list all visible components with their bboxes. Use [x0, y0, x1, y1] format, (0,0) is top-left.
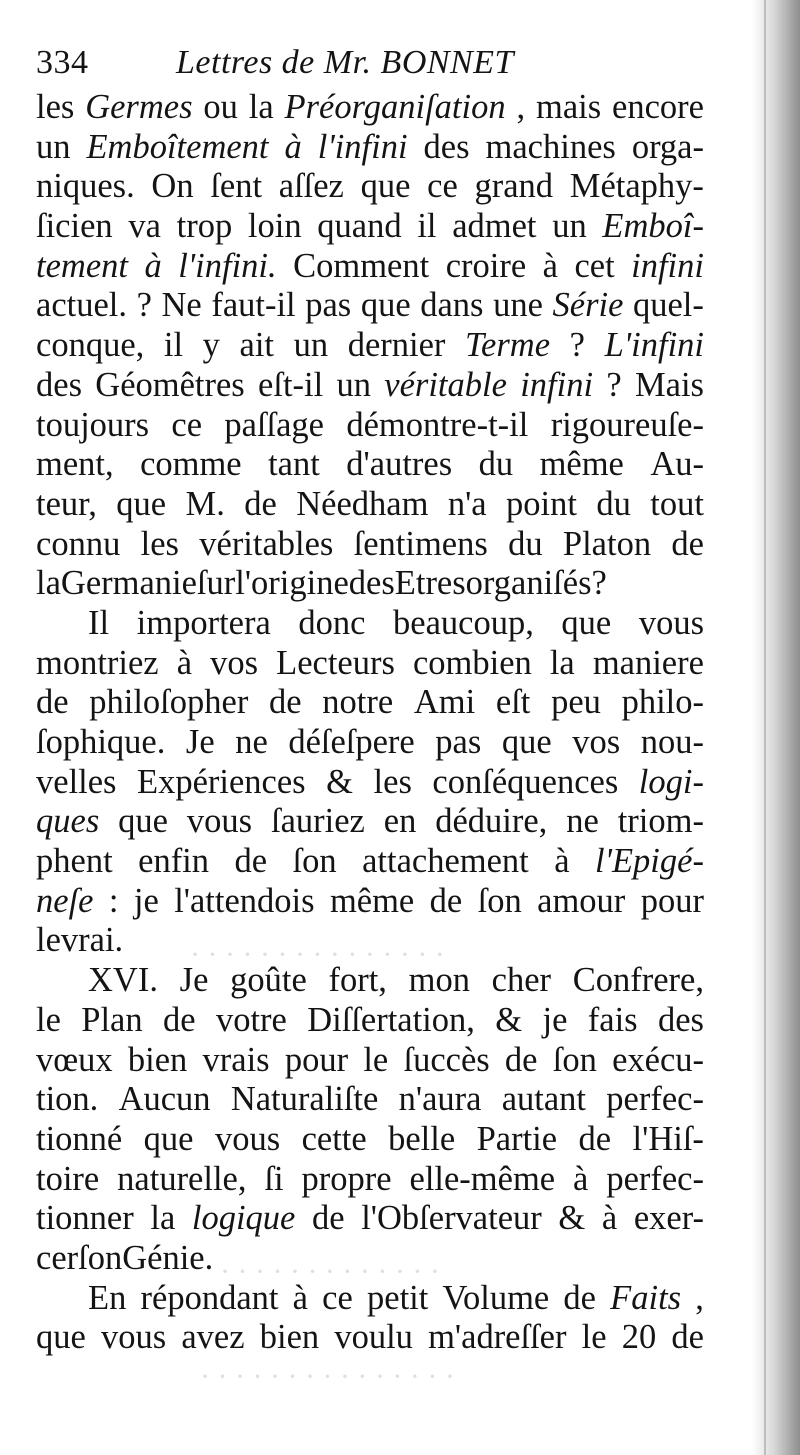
word: logique — [191, 1199, 296, 1238]
text-line — [36, 1318, 704, 1358]
word: M. — [185, 484, 225, 523]
word: ait — [239, 326, 274, 365]
word: Expériences — [137, 762, 306, 801]
text-line — [36, 763, 704, 803]
word: cer — [36, 1238, 79, 1277]
word: à — [601, 1199, 618, 1238]
word: ſauriez — [270, 802, 365, 841]
page-text-block — [36, 44, 704, 1358]
word: à — [573, 1159, 589, 1198]
word: exer- — [633, 1199, 704, 1238]
word: peu — [551, 683, 601, 722]
word: le — [36, 921, 61, 960]
word: Génie. — [122, 1238, 214, 1277]
text-line — [36, 921, 704, 961]
word: que — [116, 484, 167, 523]
word: cher — [491, 961, 552, 1000]
running-title: Lettres de Mr. BONNET — [176, 44, 514, 81]
text-line — [36, 1120, 704, 1160]
word: ſi — [264, 1159, 284, 1198]
word: goûte — [230, 961, 307, 1000]
word: vous — [186, 802, 253, 841]
word: actuel. — [36, 286, 127, 325]
text-line — [36, 88, 704, 128]
word: répondant — [140, 1278, 279, 1317]
word: teur, — [36, 484, 97, 523]
word: dernier — [347, 326, 446, 365]
word: enfin — [138, 842, 210, 881]
word: des — [423, 127, 470, 166]
word: l'origine — [235, 564, 349, 603]
binding-gutter-line — [764, 0, 766, 1455]
word: Ami — [413, 683, 476, 722]
word: il — [163, 326, 184, 365]
word: tement — [36, 246, 128, 285]
word: & — [326, 762, 353, 801]
word: ſophique. — [36, 723, 166, 761]
word: fais — [587, 1000, 638, 1039]
word: le — [581, 1318, 607, 1357]
word: velles — [36, 762, 117, 801]
word: , — [516, 88, 526, 126]
word: va — [128, 207, 161, 246]
word: Emboîtement — [86, 127, 269, 166]
word: organiſés? — [465, 564, 607, 603]
word: bien — [127, 1040, 188, 1079]
word: un — [552, 207, 587, 246]
word: montriez — [36, 643, 159, 682]
word: pas — [305, 286, 352, 325]
word: conſéquences — [432, 762, 619, 801]
word: véritables — [199, 524, 334, 563]
word: ment, — [36, 445, 114, 484]
word: même — [329, 881, 415, 920]
word: 20 — [621, 1318, 657, 1357]
word: Diſſertation, — [307, 1000, 475, 1039]
word: fort, — [328, 961, 387, 1000]
word: Il — [88, 603, 110, 642]
word: , — [695, 1278, 704, 1317]
word: pour — [284, 1040, 349, 1079]
word: pour — [640, 881, 704, 920]
text-line — [36, 128, 704, 168]
word: ſicien — [36, 207, 113, 246]
running-header — [36, 44, 704, 88]
word: vrai. — [60, 921, 124, 960]
word: logi- — [638, 762, 704, 801]
text-line — [36, 167, 704, 207]
word: faut-il — [211, 286, 296, 325]
word: l'Obſervateur — [361, 1199, 542, 1238]
word: que — [360, 286, 411, 325]
word: du — [478, 445, 514, 484]
word: l'Epigé- — [595, 842, 704, 881]
word: encore — [612, 88, 704, 126]
word: Je — [179, 961, 209, 1000]
word: mon — [408, 961, 470, 1000]
word: les — [140, 524, 179, 563]
word: Platon — [562, 524, 652, 563]
word: perfec- — [606, 1159, 704, 1198]
word: les — [373, 762, 412, 801]
word: l'infini. — [178, 246, 277, 285]
word: maniere — [592, 643, 704, 682]
word: dans — [420, 286, 484, 325]
word: admet — [452, 207, 537, 246]
word: Faits — [610, 1278, 682, 1317]
word: attachement — [362, 842, 529, 881]
word: autant — [501, 1080, 587, 1119]
word: nou- — [640, 723, 704, 761]
word: de — [563, 1278, 596, 1317]
word: conque, — [36, 326, 145, 365]
word: vos — [572, 723, 621, 761]
word: la — [150, 1199, 176, 1238]
word: Au- — [650, 445, 704, 484]
word: une — [493, 286, 543, 325]
word: rigoureuſe- — [550, 405, 704, 444]
word: L'infini — [604, 326, 704, 365]
text-line — [36, 525, 704, 565]
word: Terme — [465, 326, 551, 365]
word: ſon — [78, 1238, 123, 1277]
text-line — [36, 683, 704, 723]
word: bien — [259, 1318, 320, 1357]
word: Je — [185, 723, 215, 761]
word: l'attendois — [174, 881, 315, 920]
word: le — [363, 1040, 389, 1079]
word: amour — [537, 881, 626, 920]
word: trop — [176, 207, 233, 246]
word: un — [336, 365, 371, 404]
word: point — [506, 484, 577, 523]
word: du — [596, 484, 631, 523]
word: Confrere, — [572, 961, 704, 1000]
word: de — [269, 683, 302, 722]
word: Plan — [81, 1000, 143, 1039]
word: même — [539, 445, 624, 484]
word: Métaphy- — [569, 167, 704, 206]
word: ou — [203, 88, 238, 126]
word: & — [495, 1000, 523, 1039]
text-line — [36, 802, 704, 842]
text-line — [36, 961, 704, 1001]
word: de — [671, 1318, 704, 1357]
word: je — [542, 1000, 568, 1039]
word: l'infini — [317, 127, 408, 166]
text-line — [36, 723, 704, 763]
page-number: 334 — [36, 44, 89, 81]
word: de — [504, 1040, 538, 1079]
word: philo- — [621, 683, 704, 722]
word: importera — [136, 603, 271, 642]
word: Emboî- — [602, 207, 704, 246]
text-line — [36, 485, 704, 525]
word: On — [151, 167, 194, 206]
word: orga- — [631, 127, 704, 166]
word: quand — [317, 207, 402, 246]
text-line — [36, 842, 704, 882]
word: d'autres — [346, 445, 453, 484]
word: vous — [101, 1318, 167, 1357]
word: ce — [322, 1278, 353, 1317]
word: exécu- — [612, 1040, 704, 1079]
word: ſur — [196, 564, 236, 603]
word: cette — [301, 1119, 367, 1158]
word: vos — [210, 643, 259, 682]
word: Néedham — [296, 484, 429, 523]
word: tant — [268, 445, 320, 484]
word: donc — [298, 603, 366, 642]
word: eſt — [495, 683, 531, 722]
word: de — [234, 842, 268, 881]
word: vœux — [36, 1040, 113, 1079]
text-line — [36, 286, 704, 326]
text-line — [36, 644, 704, 684]
word: il — [417, 207, 437, 246]
word: tionné — [36, 1119, 123, 1158]
word: triom- — [617, 802, 704, 841]
word: de — [244, 484, 277, 523]
word: que — [561, 603, 612, 642]
word: avez — [181, 1318, 245, 1357]
word: ? — [569, 326, 585, 365]
word: tout — [650, 484, 704, 523]
word: en — [383, 802, 417, 841]
word: ? — [606, 365, 622, 404]
word: de — [578, 1119, 612, 1158]
word: voulu — [334, 1318, 413, 1357]
word: notre — [322, 683, 394, 722]
word: votre — [215, 1000, 287, 1039]
text-line — [36, 1239, 704, 1279]
word: ſuccès — [403, 1040, 490, 1079]
word: un — [36, 127, 71, 166]
word: que — [360, 167, 411, 206]
word: vous — [638, 603, 704, 642]
word: déduire, — [435, 802, 548, 841]
word: ne — [566, 802, 599, 841]
word: beaucoup, — [393, 603, 534, 642]
word: à — [292, 1278, 308, 1317]
word: à — [542, 246, 558, 285]
word: ſon — [477, 881, 522, 920]
word: toujours — [36, 405, 150, 444]
word: la — [549, 643, 575, 682]
word: un — [293, 326, 329, 365]
word: le — [36, 1000, 61, 1039]
text-line — [36, 1041, 704, 1081]
word: machines — [485, 127, 616, 166]
word: phent — [36, 842, 113, 881]
word: n'aura — [398, 1080, 482, 1119]
binding-gutter-shadow — [752, 0, 800, 1455]
word: ſent — [210, 167, 263, 206]
word: ſon — [552, 1040, 597, 1079]
word: quel- — [632, 286, 704, 325]
body-text — [36, 88, 704, 1358]
word: de — [429, 881, 463, 920]
word: croire — [445, 246, 527, 285]
text-line — [36, 1001, 704, 1041]
word: XVI. — [88, 961, 158, 1000]
text-line — [36, 366, 704, 406]
word: Lecteurs — [276, 643, 395, 682]
word: Naturaliſte — [230, 1080, 379, 1119]
word: elle-même — [409, 1159, 556, 1198]
word: à — [176, 643, 193, 682]
word: perfec- — [606, 1080, 704, 1119]
word: Germes — [85, 88, 193, 126]
word: véritable — [384, 365, 507, 404]
word: ce — [427, 167, 458, 206]
word: la — [248, 88, 274, 126]
text-line — [36, 564, 704, 604]
text-line — [36, 445, 704, 485]
word: ? — [136, 286, 152, 325]
text-line — [36, 882, 704, 922]
word: y — [202, 326, 220, 365]
word: du — [508, 524, 543, 563]
word: de — [671, 524, 704, 563]
word: de — [312, 1199, 345, 1238]
word: Mais — [634, 365, 704, 404]
word: Aucun — [118, 1080, 211, 1119]
word: ſon — [292, 842, 337, 881]
word: à — [144, 246, 162, 285]
text-line — [36, 326, 704, 366]
word: que — [118, 802, 168, 841]
text-line — [36, 1279, 704, 1319]
word: Géomêtres — [95, 365, 245, 404]
text-line — [36, 604, 704, 644]
word: combien — [412, 643, 532, 682]
word: propre — [301, 1159, 392, 1198]
word: ne — [235, 723, 268, 761]
word: naturelle, — [117, 1159, 247, 1198]
word: m'adreſſer — [428, 1318, 567, 1357]
text-line — [36, 1080, 704, 1120]
word: Comment — [293, 246, 430, 285]
word: toire — [36, 1159, 100, 1198]
word: Préorganiſation — [284, 88, 506, 126]
word: Etres — [394, 564, 466, 603]
text-line — [36, 1160, 704, 1200]
word: : — [108, 881, 119, 920]
word: la — [36, 564, 61, 603]
word: à — [554, 842, 570, 881]
word: mais — [535, 88, 602, 126]
word: infini — [520, 365, 594, 404]
word: comme — [140, 445, 242, 484]
word: les — [36, 88, 75, 126]
word: de — [36, 683, 69, 722]
bleed-through-text: · · · · · · · · · · · · · — [220, 1255, 440, 1288]
word: Germanie — [60, 564, 197, 603]
word: petit — [367, 1278, 429, 1317]
word: déſeſpere — [288, 723, 415, 761]
word: que — [143, 1119, 194, 1158]
word: eſt-il — [258, 365, 324, 404]
word: vrais — [202, 1040, 270, 1079]
word: En — [88, 1278, 127, 1317]
word: à — [284, 127, 302, 166]
word: connu — [36, 524, 121, 563]
word: cet — [574, 246, 615, 285]
text-line — [36, 1199, 704, 1239]
text-line — [36, 406, 704, 446]
word: & — [558, 1199, 586, 1238]
word: que — [36, 1318, 86, 1357]
word: belle — [388, 1119, 456, 1158]
word: loin — [247, 207, 302, 246]
word: infini — [631, 246, 704, 285]
text-line — [36, 207, 704, 247]
word: neſe — [36, 881, 94, 920]
word: Ne — [161, 286, 202, 325]
word: paſſage — [224, 405, 324, 444]
bleed-through-text: · · · · · · · · · · · · · · · — [190, 938, 445, 971]
word: des — [657, 1000, 704, 1039]
word: philoſopher — [89, 683, 249, 722]
word: que — [501, 723, 552, 761]
word: ce — [171, 405, 203, 444]
word: grand — [474, 167, 554, 206]
word: pas — [435, 723, 482, 761]
word: l'Hiſ- — [632, 1119, 704, 1158]
word: des — [36, 365, 82, 404]
word: aſſez — [278, 167, 344, 206]
word: Partie — [476, 1119, 558, 1158]
word: vous — [214, 1119, 281, 1158]
word: tionner — [36, 1199, 134, 1238]
word: Série — [552, 286, 624, 325]
word: des — [348, 564, 395, 603]
word: je — [133, 881, 159, 920]
word: tion. — [36, 1080, 99, 1119]
bleed-through-text: · · · · · · · · · · · · · · · — [200, 1360, 455, 1393]
word: n'a — [447, 484, 487, 523]
word: Volume — [442, 1278, 550, 1317]
word: démontre-t-il — [346, 405, 529, 444]
text-line — [36, 247, 704, 287]
word: ques — [36, 802, 100, 841]
word: de — [163, 1000, 196, 1039]
word: ſentimens — [353, 524, 488, 563]
word: niques. — [36, 167, 135, 206]
